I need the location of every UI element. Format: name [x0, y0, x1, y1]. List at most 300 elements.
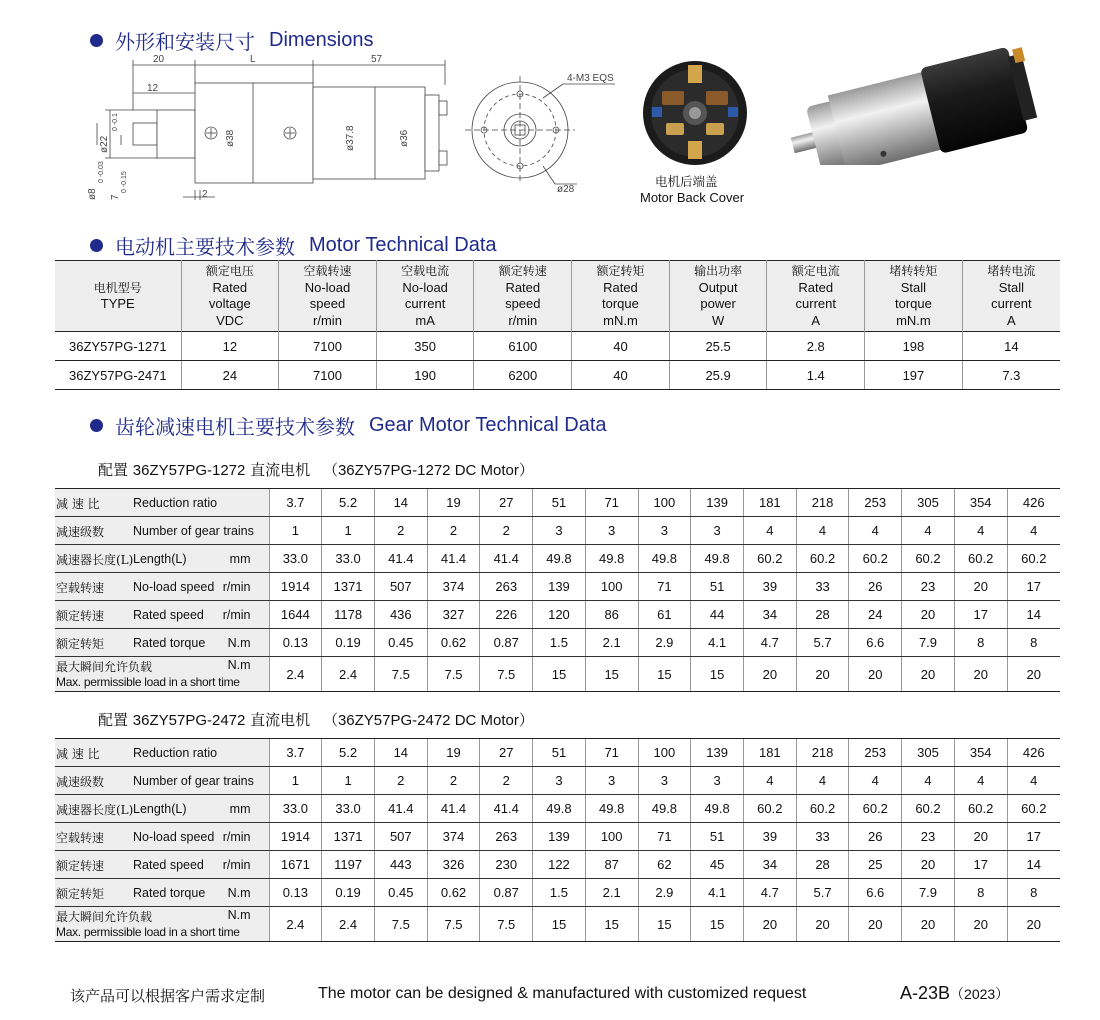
- bullet-icon: [90, 419, 103, 432]
- motor-data-table: [55, 260, 1060, 390]
- gear-value-cell: 27: [480, 489, 533, 517]
- gear-value-cell: 49.8: [585, 795, 638, 823]
- motor-value-cell: 40: [572, 361, 670, 390]
- gear-value-cell: 14: [374, 489, 427, 517]
- gear-value-cell: 49.8: [638, 795, 691, 823]
- gear-value-cell: 5.2: [322, 489, 375, 517]
- gear-value-cell: 5.7: [796, 879, 849, 907]
- header-line: r/min: [508, 312, 538, 328]
- label-en: Max. permissible load in a short time: [56, 675, 240, 689]
- gear-row: [55, 629, 1060, 657]
- header-line: Stall: [998, 279, 1025, 295]
- gear-value-cell: 26: [849, 573, 902, 601]
- motor-table-header: [55, 261, 1060, 332]
- eqs-label: 4-M3 EQS: [567, 73, 614, 84]
- dia-8: ø8: [87, 188, 98, 200]
- motor-value-cell: 24: [181, 361, 279, 390]
- motor-header-cell: [865, 261, 963, 332]
- gear-value-cell: 0.13: [269, 879, 322, 907]
- header-line: Stall: [900, 279, 927, 295]
- gear-value-cell: 20: [849, 657, 902, 692]
- gear-value-cell: 17: [1007, 573, 1060, 601]
- motor-header-cell: [181, 261, 279, 332]
- gear-value-cell: 62: [638, 851, 691, 879]
- gear-motor-photo: [775, 45, 1060, 165]
- header-line: 输出功率: [694, 264, 743, 278]
- gear-value-cell: 253: [849, 739, 902, 767]
- gear-value-cell: 4: [849, 517, 902, 545]
- motor-value-cell: 6100: [474, 332, 572, 361]
- gear-value-cell: 1371: [322, 573, 375, 601]
- gear-value-cell: 4: [954, 517, 1007, 545]
- gear-value-cell: 4.1: [691, 879, 744, 907]
- gear-value-cell: 2: [480, 517, 533, 545]
- gear-value-cell: 60.2: [849, 545, 902, 573]
- header-line: Rated: [505, 279, 541, 295]
- gear-row: [55, 795, 1060, 823]
- gear-value-cell: 87: [585, 851, 638, 879]
- gear-value-cell: 354: [954, 489, 1007, 517]
- gear-row: [55, 767, 1060, 795]
- gear-value-cell: 4: [902, 767, 955, 795]
- gear-row: [55, 823, 1060, 851]
- motor-header-cell: [376, 261, 474, 332]
- gear-value-cell: 7.5: [374, 657, 427, 692]
- back-cover-photo: [640, 55, 750, 173]
- gear-row-label: [55, 545, 269, 573]
- header-line: voltage: [208, 296, 251, 311]
- gear-value-cell: 14: [1007, 601, 1060, 629]
- gear-value-cell: 4: [954, 767, 1007, 795]
- label-zh: 额定转速: [56, 609, 105, 623]
- header-line: speed: [505, 296, 541, 311]
- gear-value-cell: 20: [902, 851, 955, 879]
- gear-value-cell: 28: [796, 851, 849, 879]
- header-line: 空载电流: [401, 264, 450, 278]
- gear-value-cell: 0.13: [269, 629, 322, 657]
- gear-value-cell: 33.0: [269, 545, 322, 573]
- gear-value-cell: 8: [954, 879, 1007, 907]
- gear-value-cell: 33: [796, 573, 849, 601]
- header-line: VDC: [216, 312, 244, 328]
- gear-value-cell: 507: [374, 573, 427, 601]
- gear-value-cell: 20: [796, 907, 849, 942]
- gear-value-cell: 6.6: [849, 879, 902, 907]
- gear-config-1: 配置 36ZY57PG-1272 直流电机 （36ZY57PG-1272 DC Motor）: [98, 461, 534, 479]
- gear-value-cell: 2: [427, 767, 480, 795]
- header-line: A: [811, 312, 821, 328]
- header-line: 堵转转矩: [889, 264, 938, 278]
- gear-value-cell: 1644: [269, 601, 322, 629]
- header-line: No-load: [402, 279, 448, 295]
- header-line: 额定转速: [498, 264, 547, 278]
- gear-value-cell: 1: [322, 517, 375, 545]
- dim-12: 12: [147, 83, 159, 94]
- gear-value-cell: 17: [954, 601, 1007, 629]
- header-line: torque: [894, 296, 932, 311]
- dim-7: 7: [110, 194, 121, 200]
- gear-value-cell: 20: [954, 823, 1007, 851]
- gear-value-cell: 1178: [322, 601, 375, 629]
- gear-row-label: [55, 739, 269, 767]
- motor-header-cell: [55, 261, 181, 332]
- gear-value-cell: 20: [902, 601, 955, 629]
- motor-row: [55, 361, 1060, 390]
- label-zh: 减速器长度(L): [56, 553, 134, 567]
- gear-value-cell: 305: [902, 489, 955, 517]
- gear-value-cell: 3: [533, 517, 586, 545]
- header-line: 空载转速: [303, 264, 352, 278]
- gear-value-cell: 122: [533, 851, 586, 879]
- dia-22-tol: 0 -0.1: [112, 113, 119, 131]
- gear-value-cell: 51: [533, 739, 586, 767]
- motor-value-cell: 7.3: [962, 361, 1060, 390]
- gear-value-cell: 20: [743, 907, 796, 942]
- gear-value-cell: 3: [585, 517, 638, 545]
- gear-row-label: [55, 879, 269, 907]
- label-en: Number of gear trains: [133, 774, 254, 788]
- gear-row-label: [55, 517, 269, 545]
- gear-value-cell: 14: [1007, 851, 1060, 879]
- gear-row: [55, 517, 1060, 545]
- gear-value-cell: 28: [796, 601, 849, 629]
- gear-value-cell: 19: [427, 489, 480, 517]
- gear-value-cell: 0.45: [374, 629, 427, 657]
- gear-value-cell: 1.5: [533, 629, 586, 657]
- label-unit: N.m: [227, 636, 251, 650]
- page-code-year: （2023）: [950, 986, 1010, 1002]
- gear-value-cell: 20: [954, 657, 1007, 692]
- header-line: Output: [698, 279, 738, 295]
- gear-value-cell: 226: [480, 601, 533, 629]
- gear-value-cell: 51: [691, 823, 744, 851]
- gear-value-cell: 2: [427, 517, 480, 545]
- gear-value-cell: 0.19: [322, 879, 375, 907]
- gear-value-cell: 436: [374, 601, 427, 629]
- motor-value-cell: 350: [376, 332, 474, 361]
- label-en: No-load speed: [133, 580, 215, 594]
- footer-note-en: The motor can be designed & manufactured with customized request: [318, 985, 807, 1002]
- motor-value-cell: 198: [865, 332, 963, 361]
- gear-row-label: [55, 851, 269, 879]
- gear-value-cell: 60.2: [796, 795, 849, 823]
- label-zh: 减速器长度(L): [56, 803, 134, 817]
- gear-value-cell: 7.9: [902, 879, 955, 907]
- gear-value-cell: 139: [691, 739, 744, 767]
- gear-value-cell: 2: [374, 767, 427, 795]
- motor-value-cell: 197: [865, 361, 963, 390]
- gear-value-cell: 100: [638, 739, 691, 767]
- gear-value-cell: 181: [743, 739, 796, 767]
- dim-20: 20: [153, 55, 165, 65]
- gear-value-cell: 25: [849, 851, 902, 879]
- gear-value-cell: 60.2: [796, 545, 849, 573]
- gear-value-cell: 4: [796, 767, 849, 795]
- header-line: speed: [309, 296, 346, 311]
- gear-value-cell: 263: [480, 573, 533, 601]
- label-zh: 额定转矩: [56, 637, 105, 651]
- label-en: Rated speed: [133, 858, 204, 872]
- front-view-drawing: [465, 68, 625, 203]
- bullet-icon: [90, 34, 103, 47]
- label-zh: 额定转矩: [56, 887, 105, 901]
- gear-value-cell: 230: [480, 851, 533, 879]
- gear-row-label: [55, 489, 269, 517]
- back-cover-caption-en: Motor Back Cover: [640, 190, 745, 205]
- gear-value-cell: 27: [480, 739, 533, 767]
- label-zh: 减 速 比: [56, 747, 100, 761]
- gear-value-cell: 8: [1007, 879, 1060, 907]
- gear-value-cell: 60.2: [1007, 545, 1060, 573]
- gear-value-cell: 2.9: [638, 629, 691, 657]
- gear-value-cell: 7.5: [374, 907, 427, 942]
- gear-value-cell: 0.87: [480, 629, 533, 657]
- gear-value-cell: 71: [585, 489, 638, 517]
- gear-value-cell: 1: [269, 767, 322, 795]
- motor-value-cell: 25.9: [669, 361, 767, 390]
- motor-header-cell: [279, 261, 377, 332]
- gear-value-cell: 51: [691, 573, 744, 601]
- gear-row: [55, 489, 1060, 517]
- gear-value-cell: 20: [1007, 657, 1060, 692]
- gear-value-cell: 2.4: [269, 657, 322, 692]
- label-unit: N.m: [227, 886, 251, 900]
- gear-value-cell: 4.7: [743, 879, 796, 907]
- gear-value-cell: 0.45: [374, 879, 427, 907]
- gear-value-cell: 2.4: [269, 907, 322, 942]
- gear-value-cell: 20: [954, 907, 1007, 942]
- dia-36: ø36: [399, 129, 410, 147]
- gear-data-table-1272: [55, 488, 1060, 692]
- header-line: Rated: [603, 279, 638, 295]
- gear-value-cell: 44: [691, 601, 744, 629]
- gear-value-cell: 49.8: [691, 545, 744, 573]
- label-unit: mm: [229, 802, 251, 816]
- gear-value-cell: 2.1: [585, 879, 638, 907]
- gear-value-cell: 7.9: [902, 629, 955, 657]
- motor-value-cell: 1.4: [767, 361, 865, 390]
- motor-value-cell: 190: [376, 361, 474, 390]
- gear-value-cell: 100: [585, 823, 638, 851]
- motor-value-cell: 6200: [474, 361, 572, 390]
- gear-value-cell: 1914: [269, 823, 322, 851]
- gear-value-cell: 34: [743, 851, 796, 879]
- page-code: [900, 983, 1009, 1004]
- label-en: Length(L): [133, 802, 187, 816]
- gear-value-cell: 4: [796, 517, 849, 545]
- gear-value-cell: 33: [796, 823, 849, 851]
- gear-value-cell: 17: [1007, 823, 1060, 851]
- gear-value-cell: 60.2: [743, 545, 796, 573]
- motor-value-cell: 7100: [279, 332, 377, 361]
- gear-value-cell: 3: [533, 767, 586, 795]
- gear-value-cell: 4: [1007, 767, 1060, 795]
- dia-28: ø28: [557, 184, 575, 195]
- label-en: Reduction ratio: [133, 496, 218, 510]
- header-line: Rated: [798, 279, 834, 295]
- motor-value-cell: 40: [572, 332, 670, 361]
- gear-value-cell: 23: [902, 573, 955, 601]
- gear-value-cell: 3: [691, 767, 744, 795]
- gear-value-cell: 41.4: [427, 545, 480, 573]
- gear-value-cell: 15: [585, 657, 638, 692]
- gear-value-cell: 15: [638, 907, 691, 942]
- gear-value-cell: 1671: [269, 851, 322, 879]
- gear-row: [55, 573, 1060, 601]
- label-unit: r/min: [222, 858, 251, 872]
- label-unit: r/min: [222, 608, 251, 622]
- motor-row: [55, 332, 1060, 361]
- gear-value-cell: 100: [638, 489, 691, 517]
- motor-type-cell: 36ZY57PG-1271: [55, 332, 181, 361]
- header-line: mA: [415, 312, 435, 328]
- footer-note-zh: 该产品可以根据客户需求定制: [70, 987, 266, 1005]
- gear-value-cell: 7.5: [480, 907, 533, 942]
- gear-value-cell: 2: [374, 517, 427, 545]
- label-en: Max. permissible load in a short time: [56, 925, 240, 939]
- gear-value-cell: 60.2: [1007, 795, 1060, 823]
- bullet-icon: [90, 239, 103, 252]
- gear-value-cell: 26: [849, 823, 902, 851]
- gear-value-cell: 7.5: [427, 657, 480, 692]
- label-en: Reduction ratio: [133, 746, 218, 760]
- motor-header-cell: [474, 261, 572, 332]
- gear-value-cell: 120: [533, 601, 586, 629]
- gear-value-cell: 5.2: [322, 739, 375, 767]
- gear-value-cell: 426: [1007, 489, 1060, 517]
- motor-value-cell: 7100: [279, 361, 377, 390]
- label-en: Number of gear trains: [133, 524, 254, 538]
- label-unit: r/min: [222, 830, 251, 844]
- motor-header-cell: [962, 261, 1060, 332]
- label-zh: 最大瞬间允许负载: [56, 910, 153, 924]
- motor-header-cell: [669, 261, 767, 332]
- gear-value-cell: 3: [638, 767, 691, 795]
- gear-value-cell: 4: [1007, 517, 1060, 545]
- gear-value-cell: 15: [533, 657, 586, 692]
- dimensions-heading: 外形和安装尺寸 Dimensions: [90, 27, 373, 53]
- header-line: 额定电压: [205, 264, 254, 278]
- gear-value-cell: 41.4: [480, 545, 533, 573]
- gear-value-cell: 0.87: [480, 879, 533, 907]
- gear-value-cell: 354: [954, 739, 1007, 767]
- gear-value-cell: 49.8: [533, 795, 586, 823]
- header-line: mN.m: [603, 312, 638, 328]
- gear-row: [55, 851, 1060, 879]
- gear-value-cell: 14: [374, 739, 427, 767]
- gear-value-cell: 41.4: [374, 545, 427, 573]
- label-unit: N.m: [227, 908, 251, 922]
- motor-value-cell: 14: [962, 332, 1060, 361]
- gear-value-cell: 20: [796, 657, 849, 692]
- gear-value-cell: 1371: [322, 823, 375, 851]
- gear-value-cell: 2.4: [322, 657, 375, 692]
- gear-value-cell: 3: [585, 767, 638, 795]
- dia-22: ø22: [99, 135, 110, 153]
- motor-type-cell: 36ZY57PG-2471: [55, 361, 181, 390]
- label-zh: 空载转速: [56, 831, 105, 845]
- header-line: 电机型号: [93, 280, 142, 295]
- gear-value-cell: 218: [796, 739, 849, 767]
- label-unit: N.m: [227, 658, 251, 672]
- label-en: No-load speed: [133, 830, 215, 844]
- motor-value-cell: 12: [181, 332, 279, 361]
- motor-data-heading: 电动机主要技术参数 Motor Technical Data: [90, 232, 497, 258]
- gear-value-cell: 86: [585, 601, 638, 629]
- gear-value-cell: 49.8: [585, 545, 638, 573]
- header-line: torque: [602, 296, 639, 311]
- gear-value-cell: 41.4: [480, 795, 533, 823]
- gear-value-cell: 374: [427, 823, 480, 851]
- gear-value-cell: 19: [427, 739, 480, 767]
- gear-value-cell: 61: [638, 601, 691, 629]
- gear-value-cell: 60.2: [902, 545, 955, 573]
- gear-value-cell: 24: [849, 601, 902, 629]
- gear-row-label: [55, 629, 269, 657]
- gear-value-cell: 374: [427, 573, 480, 601]
- gear-value-cell: 1: [269, 517, 322, 545]
- gear-value-cell: 3.7: [269, 489, 322, 517]
- gear-value-cell: 4.1: [691, 629, 744, 657]
- gear-value-cell: 443: [374, 851, 427, 879]
- gear-value-cell: 326: [427, 851, 480, 879]
- gear-value-cell: 327: [427, 601, 480, 629]
- gear-value-cell: 3: [638, 517, 691, 545]
- motor-value-cell: 2.8: [767, 332, 865, 361]
- gear-value-cell: 20: [1007, 907, 1060, 942]
- label-en: Rated torque: [133, 886, 206, 900]
- gear-value-cell: 2.1: [585, 629, 638, 657]
- dia-8-tol: 0 -0.03: [98, 161, 105, 183]
- gear-value-cell: 20: [743, 657, 796, 692]
- gear-value-cell: 41.4: [374, 795, 427, 823]
- gear-value-cell: 3.7: [269, 739, 322, 767]
- gear-value-cell: 60.2: [954, 545, 1007, 573]
- gear-value-cell: 5.7: [796, 629, 849, 657]
- gear-value-cell: 60.2: [743, 795, 796, 823]
- gear-value-cell: 60.2: [902, 795, 955, 823]
- gear-value-cell: 33.0: [322, 795, 375, 823]
- dia-37-8: ø37.8: [345, 125, 356, 151]
- header-line: No-load: [304, 279, 351, 295]
- gear-value-cell: 7.5: [427, 907, 480, 942]
- gear-value-cell: 4: [743, 767, 796, 795]
- gear-value-cell: 41.4: [427, 795, 480, 823]
- label-en: Length(L): [133, 552, 187, 566]
- gear-value-cell: 2.9: [638, 879, 691, 907]
- gear-value-cell: 8: [954, 629, 1007, 657]
- gear-row-label: [55, 823, 269, 851]
- label-unit: r/min: [222, 580, 251, 594]
- gear-value-cell: 39: [743, 573, 796, 601]
- label-zh: 减速级数: [56, 775, 105, 789]
- back-cover-caption-zh: 电机后端盖: [655, 174, 718, 189]
- gear-row: [55, 657, 1060, 692]
- gear-value-cell: 49.8: [638, 545, 691, 573]
- gear-value-cell: 1914: [269, 573, 322, 601]
- dim-2: 2: [202, 189, 208, 200]
- gear-value-cell: 7.5: [480, 657, 533, 692]
- header-line: W: [711, 312, 725, 328]
- motor-header-cell: [572, 261, 670, 332]
- gear-value-cell: 139: [533, 573, 586, 601]
- header-line: TYPE: [100, 296, 135, 311]
- gear-row-label: [55, 573, 269, 601]
- side-view-drawing: [85, 55, 465, 215]
- gear-value-cell: 71: [638, 573, 691, 601]
- gear-value-cell: 263: [480, 823, 533, 851]
- gear-row: [55, 879, 1060, 907]
